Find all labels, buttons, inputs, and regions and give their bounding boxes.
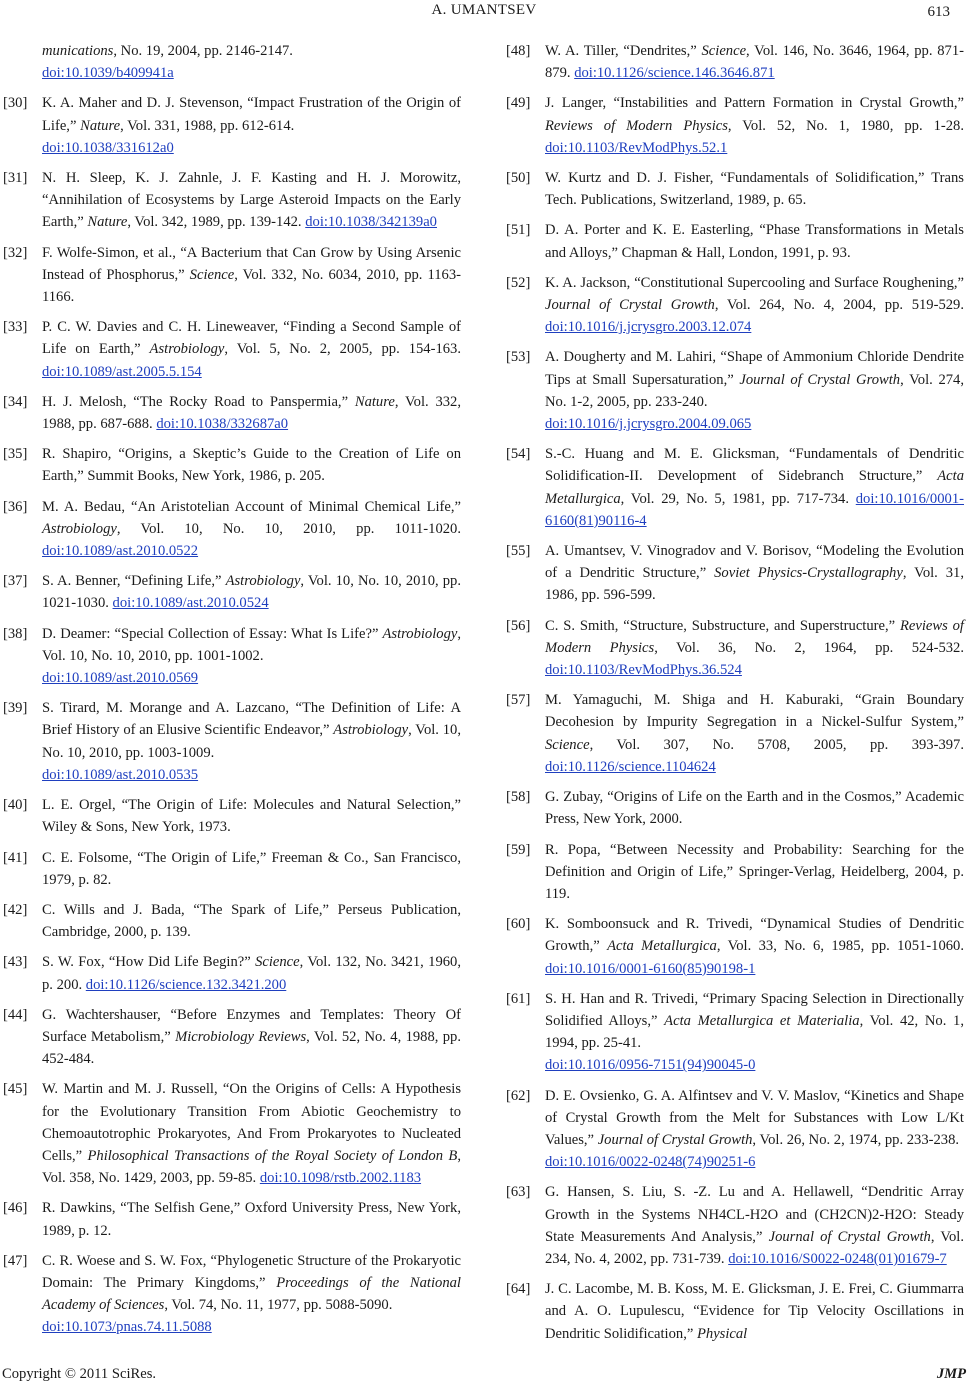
page-number: 613 [927,4,950,20]
reference-venue: Science [545,736,590,753]
reference-venue: Science [189,266,235,283]
reference-details: , Vol. 36, No. 2, 1964, pp. 524-532. [654,639,965,656]
reference-column-right [506,40,964,1353]
reference-details: , Vol. 332, No. 6034, 2010, pp. 1163-1166. [42,266,461,306]
reference-entry [506,346,964,435]
reference-details: , Vol. 33, No. 6, 1985, pp. 1051-1060. [716,938,965,955]
reference-venue: Science [255,954,300,971]
reference-text: H. J. Melosh, “The Rocky Road to Panspermia,” [42,393,355,410]
doi-link[interactable]: doi:10.1073/pnas.74.11.5088 [42,1319,212,1336]
reference-number: [54] [506,446,531,463]
reference-text: W. Kurtz and D. J. Fisher, “Fundamentals of Solidification,” Trans Tech. Publications, Switzerland, 1989, p. 65. [545,170,964,209]
reference-venue: Nature [80,117,121,134]
reference-details: , Vol. 74, No. 11, 1977, pp. 5088-5090. [164,1297,393,1314]
doi-link[interactable]: doi:10.1089/ast.2010.0522 [42,543,199,560]
reference-details: , Vol. 146, No. 3646, 1964, pp. 871-879. [545,43,964,82]
reference-number: [57] [506,692,531,709]
reference-number: [46] [3,1200,28,1217]
doi-link[interactable]: doi:10.1126/science.146.3646.871 [574,65,775,82]
reference-entry [506,1085,964,1174]
reference-column-left [3,40,461,1347]
doi-link[interactable]: doi:10.1039/b409941a [42,65,174,82]
reference-entry [3,794,461,838]
reference-venue: Journal of Crystal Growth [739,371,901,388]
reference-number: [61] [506,990,531,1007]
reference-text: C. E. Folsome, “The Origin of Life,” Freeman & Co., San Francisco, 1979, p. 82. [42,849,461,888]
reference-venue: Acta Metallurgica [545,468,964,507]
reference-details: , Vol. 132, No. 3421, 1960, p. 200. [42,954,461,993]
reference-number: [38] [3,625,28,642]
reference-details: , Vol. 52, No. 4, 1988, pp. 452-484. [42,1028,461,1068]
reference-venue: Microbiology Reviews [175,1028,307,1045]
doi-link[interactable]: doi:10.1126/science.1104624 [545,758,716,775]
reference-entry [3,697,461,786]
reference-number: [41] [3,849,28,866]
reference-number: [32] [3,244,28,261]
reference-number: [50] [506,170,531,187]
reference-text: K. A. Maher and D. J. Stevenson, “Impact Frustration of the Origin of Life,” [42,95,461,134]
reference-details: , Vol. 342, 1989, pp. 139-142. [127,214,306,231]
doi-link[interactable]: doi:10.1038/332687a0 [156,416,289,433]
reference-entry [506,219,964,263]
reference-text: S. H. Han and R. Trivedi, “Primary Spacing Selection in Directionally Solidified Alloys,” [545,990,964,1029]
reference-text: S. A. Benner, “Defining Life,” [42,573,226,590]
doi-line [42,1316,461,1338]
reference-details: , Vol. 307, No. 5708, 2005, pp. 393-397. [589,736,964,753]
reference-text: A. Umantsev, V. Vinogradov and V. Borisov, “Modeling the Evolution of a Dendritic Structure,” [545,543,964,582]
reference-details: , Vol. 52, No. 1, 1980, pp. 1-28. [727,117,964,134]
doi-link[interactable]: doi:10.1016/j.jcrysgro.2003.12.074 [545,319,752,336]
reference-number: [43] [3,954,28,971]
reference-details: , Vol. 26, No. 2, 1974, pp. 233-238. [752,1131,960,1148]
reference-text: W. Martin and M. J. Russell, “On the Origins of Cells: A Hypothesis for the Evolutionary Transition From Abiotic Geochemistry to Chemoautotrophic Prokaryotes, And From Prokaryotes to Nucleated Cells,” [42,1081,461,1164]
reference-number: [52] [506,274,531,291]
doi-link[interactable]: doi:10.1098/rstb.2002.1183 [259,1170,422,1187]
doi-line [42,667,461,689]
doi-link[interactable]: doi:10.1089/ast.2010.0535 [42,766,199,783]
reference-venue: Journal of Crystal Growth [768,1228,931,1245]
reference-entry [506,1278,964,1345]
reference-entry [506,40,964,84]
reference-text: G. Zubay, “Origins of Life on the Earth and in the Cosmos,” Academic Press, New York, 2000. [545,789,964,828]
reference-entry [3,1004,461,1071]
reference-number: [36] [3,498,28,515]
reference-text: M. A. Bedau, “An Aristotelian Account of Minimal Chemical Life,” [42,498,461,515]
reference-number: [48] [506,43,531,59]
doi-line [545,1054,964,1076]
reference-text: G. Hansen, S. Liu, S. -Z. Lu and A. Hellawell, “Dendritic Array Growth in the Systems NH4CL-H2O and (CH2CN)2-H2O: Steady State Measurements And Analysis,” [545,1184,964,1245]
reference-number: [63] [506,1184,531,1201]
reference-details: , Vol. 332, 1988, pp. 687-688. [42,393,461,433]
reference-entry [3,1078,461,1189]
doi-link[interactable]: doi:10.1016/S0022-0248(01)01679-7 [728,1250,947,1267]
reference-details: , Vol. 10, No. 10, 2010, pp. 1011-1020. [116,520,461,537]
reference-number: [59] [506,841,531,858]
reference-details: , Vol. 358, No. 1429, 2003, pp. 59-85. [42,1147,461,1187]
reference-number: [55] [506,543,531,560]
reference-text: S. Tirard, M. Morange and A. Lazcano, “The Definition of Life: A Brief History of an Elusive Scientific Endeavor,” [42,700,461,739]
reference-entry [506,839,964,906]
reference-entry [506,1181,964,1270]
reference-venue: Physical [696,1325,748,1342]
reference-entry [3,443,461,487]
reference-venue: munications [42,43,114,59]
reference-entry [506,443,964,532]
reference-text: C. Wills and J. Bada, “The Spark of Life,” Perseus Publication, Cambridge, 2000, p. 139. [42,901,461,941]
reference-venue: Proceedings of the National Academy of Sciences [42,1274,461,1314]
reference-text: W. A. Tiller, “Dendrites,” [545,43,702,59]
reference-entry [506,272,964,339]
reference-details: , Vol. 10, No. 10, 2010, pp. 1003-1009. [42,722,461,761]
doi-link[interactable]: doi:10.1016/j.jcrysgro.2004.09.065 [545,416,752,433]
reference-entry [506,540,964,607]
reference-venue: Astrobiology [333,722,409,739]
reference-text: S.-C. Huang and M. E. Glicksman, “Fundamentals of Dendritic Solidification-II. Development of Sidebranch Structure,” [545,446,964,485]
reference-details: , Vol. 274, No. 1-2, 2005, pp. 233-240. [545,371,964,410]
reference-number: [39] [3,700,28,717]
reference-entry [3,391,461,435]
doi-line [42,764,461,786]
reference-entry [3,316,461,383]
doi-link[interactable]: doi:10.1016/0956-7151(94)90045-0 [545,1057,756,1074]
reference-number: [62] [506,1087,531,1104]
reference-entry [3,899,461,943]
reference-number: [58] [506,789,531,806]
doi-link[interactable]: doi:10.1016/0001-6160(81)90116-4 [545,490,964,529]
journal-abbrev: JMP [936,1366,966,1382]
reference-text: F. Wolfe-Simon, et al., “A Bacterium that Can Grow by Using Arsenic Instead of Phosphorus,” [42,244,461,283]
reference-details: , Vol. 10, No. 10, 2010, pp. 1021-1030. [42,573,462,612]
doi-link[interactable]: doi:10.1089/ast.2010.0569 [42,670,199,687]
reference-details: , Vol. 331, 1988, pp. 612-614. [120,117,295,134]
reference-number: [47] [3,1252,28,1269]
reference-entry [3,167,461,234]
reference-number: [37] [3,573,28,590]
reference-venue: Philosophical Transactions of the Royal Society of London B [87,1147,458,1164]
reference-venue: Astrobiology [382,625,458,642]
reference-entry [3,570,461,614]
reference-number: [60] [506,916,531,933]
doi-link[interactable]: doi:10.1038/342139a0 [305,214,437,231]
doi-link[interactable]: doi:10.1016/0022-0248(74)90251-6 [545,1154,756,1171]
doi-link[interactable]: doi:10.1038/331612a0 [42,139,174,156]
reference-venue: Reviews of Modern Physics [545,117,728,134]
doi-link[interactable]: doi:10.1103/RevModPhys.52.1 [545,139,728,156]
reference-venue: Science [701,43,747,59]
reference-text: N. H. Sleep, K. J. Zahnle, J. F. Kasting and H. J. Morowitz, “Annihilation of Ecosystems by Large Asteroid Impacts on the Early Earth,” [42,170,461,231]
copyright-footer: Copyright © 2011 SciRes. [2,1366,157,1382]
reference-details: , No. 19, 2004, pp. 2146-2147. [113,43,293,59]
reference-entry [506,913,964,980]
doi-line [545,413,964,435]
reference-entry [506,615,964,682]
running-header: A. UMANTSEV [431,2,537,18]
reference-text: J. C. Lacombe, M. B. Koss, M. E. Glicksman, J. E. Frei, C. Giummarra and A. O. Lupulescu, “Evidence for Tip Velocity Oscillations in Dendritic Solidification,” [545,1281,964,1342]
reference-entry [506,689,964,778]
reference-entry [506,786,964,830]
reference-text: C. S. Smith, “Structure, Substructure, and Superstructure,” [545,617,900,634]
reference-details: , Vol. 10, No. 10, 2010, pp. 1001-1002. [42,625,461,664]
reference-entry [3,242,461,309]
reference-entry [506,92,964,159]
reference-text: D. E. Ovsienko, G. A. Alfintsev and V. V. Maslov, “Kinetics and Shape of Crystal Growth from the Melt for Substances with Low L/Kt Values,” [545,1087,964,1148]
doi-line [545,1151,964,1173]
reference-number: [33] [3,319,28,336]
reference-text: R. Shapiro, “Origins, a Skeptic’s Guide to the Creation of Life on Earth,” Summit Books, New York, 1986, p. 205. [42,446,461,485]
doi-link[interactable]: doi:10.1016/0001-6160(85)90198-1 [545,960,756,977]
reference-text: A. Dougherty and M. Lahiri, “Shape of Ammonium Chloride Dendrite Tips at Small Supersaturation,” [545,349,964,388]
reference-venue: Nature [354,393,395,410]
doi-link[interactable]: doi:10.1103/RevModPhys.36.524 [545,662,742,679]
reference-text: K. Somboonsuck and R. Trivedi, “Dynamical Studies of Dendritic Growth,” [545,916,964,955]
reference-text: D. Deamer: “Special Collection of Essay: What Is Life?” [42,625,383,642]
reference-text: G. Wachtershauser, “Before Enzymes and Templates: Theory Of Surface Metabolism,” [42,1006,461,1045]
reference-entry [3,623,461,690]
doi-link[interactable]: doi:10.1126/science.132.3421.200 [85,976,287,993]
reference-details: , Vol. 5, No. 2, 2005, pp. 154-163. [224,341,461,358]
reference-venue: Journal of Crystal Growth [545,297,715,314]
reference-entry [3,1250,461,1339]
reference-number: [31] [3,170,28,187]
reference-entry [3,847,461,891]
reference-venue: Acta Metallurgica [607,938,717,955]
reference-number: [64] [506,1281,531,1298]
reference-details: , Vol. 264, No. 4, 2004, pp. 519-529. [714,297,965,314]
reference-text: S. W. Fox, “How Did Life Begin?” [42,954,256,971]
reference-text: R. Dawkins, “The Selfish Gene,” Oxford University Press, New York, 1989, p. 12. [42,1200,461,1239]
reference-entry [3,496,461,563]
reference-entry [506,988,964,1077]
reference-details: , Vol. 29, No. 5, 1981, pp. 717-734. [620,490,856,507]
reference-text: J. Langer, “Instabilities and Pattern Formation in Crystal Growth,” [545,95,964,112]
reference-venue: Reviews of Modern Physics [545,617,964,656]
reference-venue: Astrobiology [42,520,117,537]
reference-text: D. A. Porter and K. E. Easterling, “Phase Transformations in Metals and Alloys,” Chapman & Hall, London, 1991, p. 93. [545,222,964,261]
reference-number: [49] [506,95,531,112]
reference-venue: Nature [87,214,128,231]
reference-details: , Vol. 234, No. 4, 2002, pp. 731-739. [545,1228,964,1267]
reference-number: [51] [506,222,531,239]
reference-entry [3,1197,461,1241]
doi-line [42,137,461,159]
doi-link[interactable]: doi:10.1089/ast.2010.0524 [112,595,269,612]
reference-number: [42] [3,901,28,918]
reference-number: [53] [506,349,531,366]
reference-entry [506,167,964,211]
reference-venue: Acta Metallurgica et Materialia [664,1012,860,1029]
reference-details: , Vol. 42, No. 1, 1994, pp. 25-41. [545,1012,964,1052]
reference-number: [34] [3,393,28,410]
reference-venue: Journal of Crystal Growth [597,1131,753,1148]
reference-text: K. A. Jackson, “Constitutional Supercooling and Surface Roughening,” [545,274,964,291]
doi-link[interactable]: doi:10.1089/ast.2005.5.154 [42,363,202,380]
reference-number: [40] [3,797,28,814]
reference-text: R. Popa, “Between Necessity and Probability: Searching for the Definition and Origin of Life,” Springer-Verlag, Heidelberg, 2004, p. 119. [545,841,964,902]
reference-number: [35] [3,446,28,463]
reference-text: C. R. Woese and S. W. Fox, “Phylogenetic Structure of the Prokaryotic Domain: The Primary Kingdoms,” [42,1252,461,1291]
doi-line [42,62,461,84]
reference-text: P. C. W. Davies and C. H. Lineweaver, “Finding a Second Sample of Life on Earth,” [42,319,461,358]
reference-text: M. Yamaguchi, M. Shiga and H. Kaburaki, “Grain Boundary Decohesion by Impurity Segregation in a Nickel-Sulfur System,” [545,692,964,731]
reference-entry [3,951,461,995]
reference-entry [3,92,461,159]
reference-entry [3,40,461,84]
reference-number: [56] [506,617,531,634]
reference-number: [44] [3,1006,28,1023]
reference-venue: Astrobiology [149,341,225,358]
reference-number: [30] [3,95,28,112]
reference-venue: Astrobiology [225,573,301,590]
reference-venue: Soviet Physics-Crystallography [714,565,903,582]
reference-text: L. E. Orgel, “The Origin of Life: Molecules and Natural Selection,” Wiley & Sons, New York, 1973. [42,797,461,836]
reference-number: [45] [3,1081,28,1098]
reference-details: , Vol. 31, 1986, pp. 596-599. [545,565,965,604]
